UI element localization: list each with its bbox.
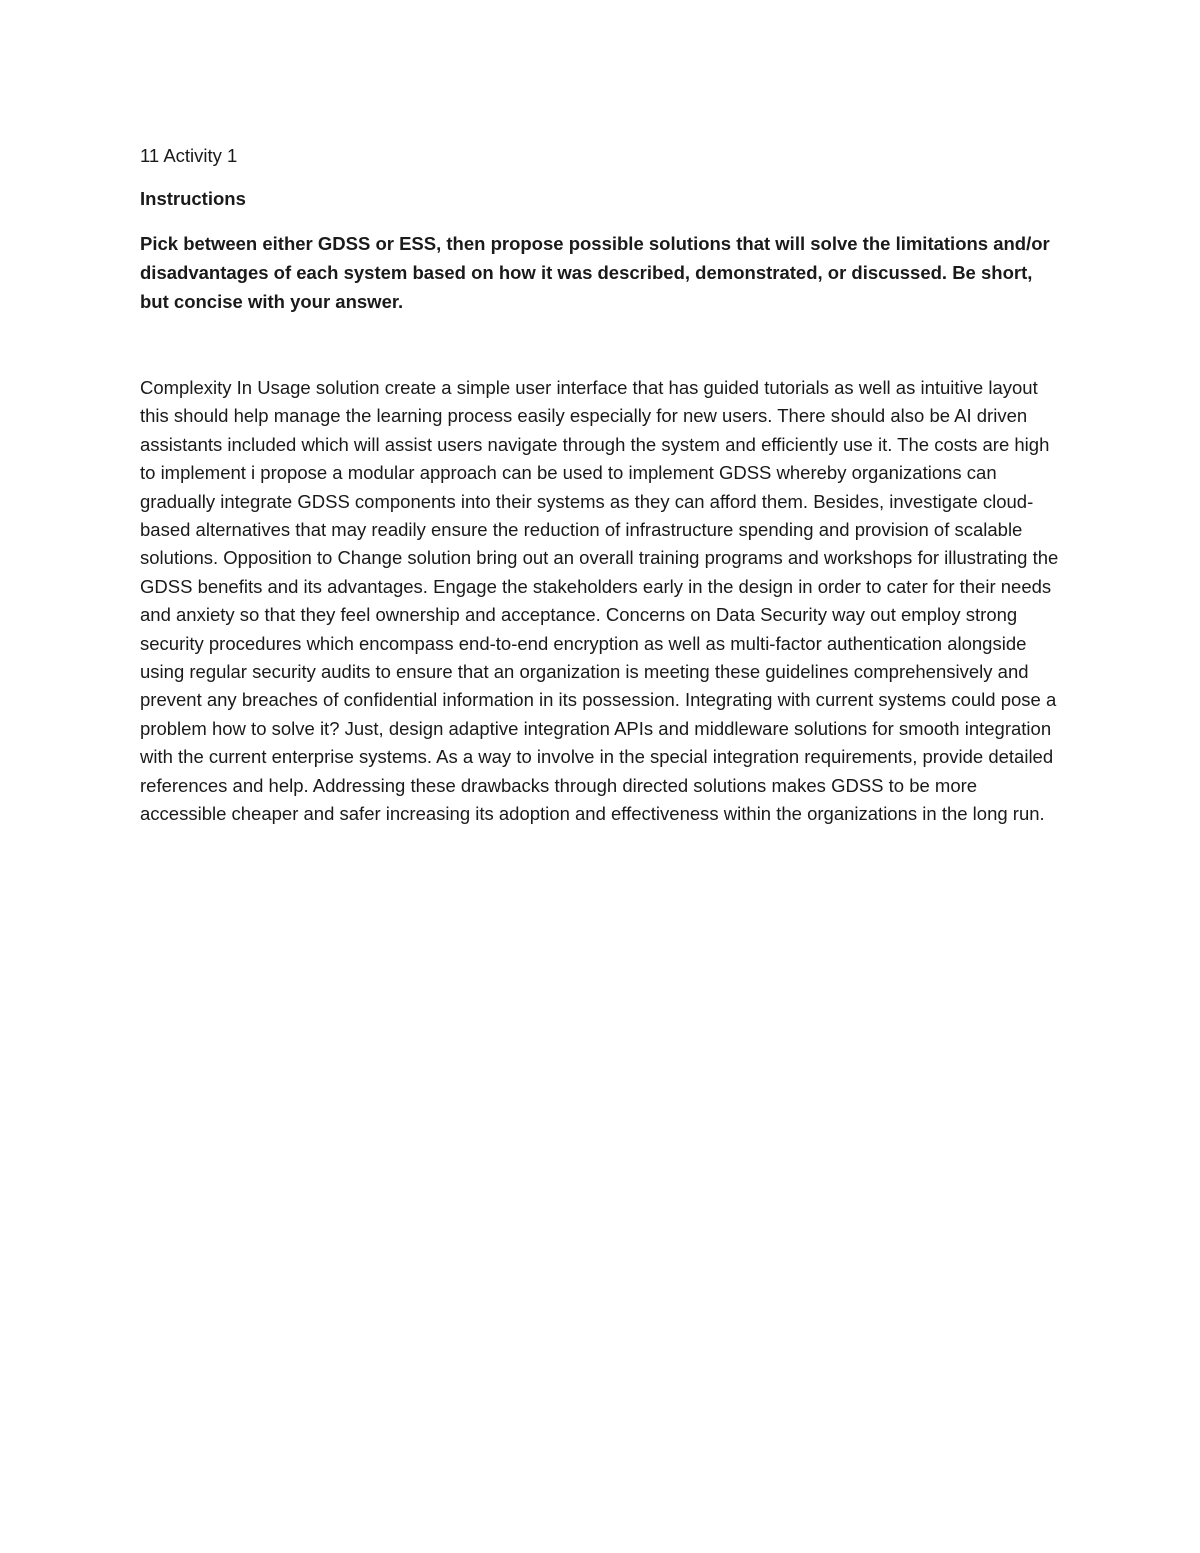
document-title: 11 Activity 1 <box>140 145 238 166</box>
instructions-heading: Instructions <box>140 188 246 209</box>
document-header-block <box>140 143 1065 316</box>
answer-paragraph: Complexity In Usage solution create a simple user interface that has guided tutorials as well as intuitive layout this should help manage the learning process easily especially for new users. There should also be AI driven assistants included which will assist users navigate through the system and efficiently use it. The costs are high to implement i propose a modular approach can be used to implement GDSS whereby organizations can gradually integrate GDSS components into their systems as they can afford them. Besides, investigate cloud-based alternatives that may readily ensure the reduction of infrastructure spending and provision of scalable solutions. Opposition to Change solution bring out an overall training programs and workshops for illustrating the GDSS benefits and its advantages. Engage the stakeholders early in the design in order to cater for their needs and anxiety so that they feel ownership and acceptance. Concerns on Data Security way out employ strong security procedures which encompass end-to-end encryption as well as multi-factor authentication alongside using regular security audits to ensure that an organization is meeting these guidelines comprehensively and prevent any breaches of confidential information in its possession. Integrating with current systems could pose a problem how to solve it? Just, design adaptive integration APIs and middleware solutions for smooth integration with the current enterprise systems. As a way to involve in the special integration requirements, provide detailed references and help. Addressing these drawbacks through directed solutions makes GDSS to be more accessible cheaper and safer increasing its adoption and effectiveness within the organizations in the long run. <box>140 377 1059 825</box>
instructions-text: Pick between either GDSS or ESS, then propose possible solutions that will solve the limitations and/or disadvantages of each system based on how it was described, demonstrated, or discussed. Be short, but concise with your answer. <box>140 233 1050 312</box>
